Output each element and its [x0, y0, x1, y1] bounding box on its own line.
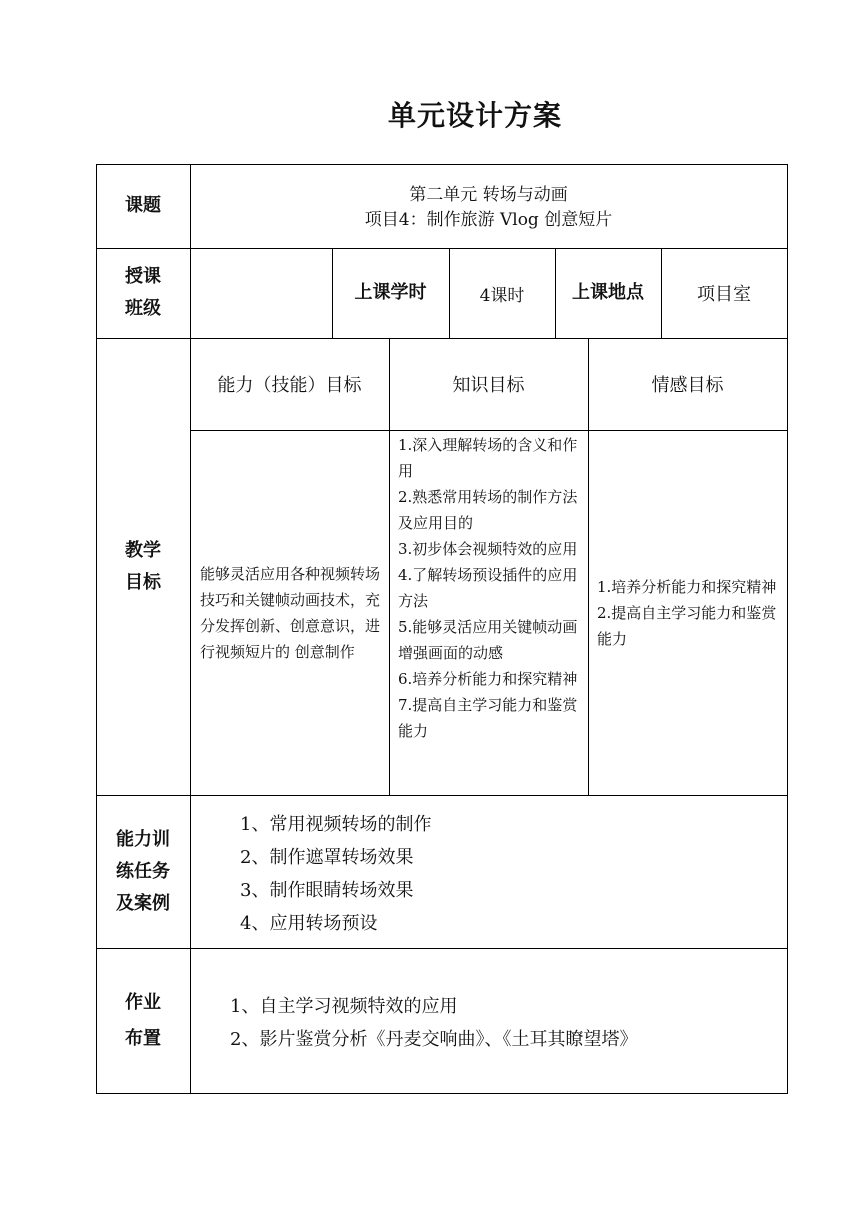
table-border-right — [787, 164, 788, 1094]
knowledge-item: 4.了解转场预设插件的应用方法 — [398, 566, 578, 610]
tasks-list — [240, 808, 431, 940]
knowledge-header: 知识目标 — [452, 375, 525, 396]
task-item: 4、应用转场预设 — [240, 913, 378, 934]
emotion-item: 1.培养分析能力和探究精神 — [597, 577, 777, 596]
knowledge-item: 2.熟悉常用转场的制作方法及应用目的 — [398, 488, 578, 532]
homework-label: 作业 布置 — [125, 991, 161, 1049]
knowledge-item: 6.培养分析能力和探究精神 — [398, 670, 578, 688]
homework-list — [230, 990, 637, 1056]
topic-content — [190, 164, 787, 248]
topic-line2: 项目4：制作旅游 Vlog 创意短片 — [364, 210, 613, 230]
task-item: 3、制作眼睛转场效果 — [240, 880, 414, 901]
tasks-label: 能力训 练任务 及案例 — [116, 828, 170, 914]
knowledge-item: 7.提高自主学习能力和鉴赏能力 — [398, 696, 578, 740]
emotion-list — [597, 430, 781, 795]
ability-text: 能够灵活应用各种视频转场技巧和关键帧动画技术，充分发挥创新、创意意识，进行视频短片的 创意制作 — [200, 564, 381, 661]
class-value — [190, 248, 332, 338]
topic-line1: 第二单元 转场与动画 — [409, 185, 568, 205]
knowledge-item: 5.能够灵活应用关键帧动画增强画面的动感 — [398, 618, 578, 662]
knowledge-item: 1.深入理解转场的含义和作用 — [398, 436, 578, 480]
objectives-label: 教学 目标 — [125, 539, 161, 593]
place-label: 上课地点 — [572, 282, 644, 303]
class-label: 授课 班级 — [125, 266, 161, 319]
knowledge-list — [398, 432, 584, 744]
task-item: 2、制作遮罩转场效果 — [240, 847, 414, 868]
homework-item: 2、影片鉴赏分析《丹麦交响曲》、《土耳其瞭望塔》 — [230, 1029, 638, 1050]
emotion-header: 情感目标 — [651, 375, 724, 396]
row-divider — [96, 948, 788, 949]
place-value: 项目室 — [697, 284, 751, 305]
ability-header: 能力（技能）目标 — [217, 375, 362, 396]
homework-item: 1、自主学习视频特效的应用 — [230, 996, 458, 1017]
row-divider — [96, 795, 788, 796]
topic-label: 课题 — [125, 195, 161, 216]
table-border-bottom — [96, 1093, 788, 1094]
page-title: 单元设计方案 — [387, 99, 562, 132]
task-item: 1、常用视频转场的制作 — [240, 814, 432, 835]
emotion-item: 2.提高自主学习能力和鉴赏能力 — [597, 603, 777, 648]
knowledge-item: 3.初步体会视频特效的应用 — [398, 540, 578, 558]
hours-value: 4课时 — [479, 285, 525, 306]
hours-label: 上课学时 — [354, 282, 427, 303]
